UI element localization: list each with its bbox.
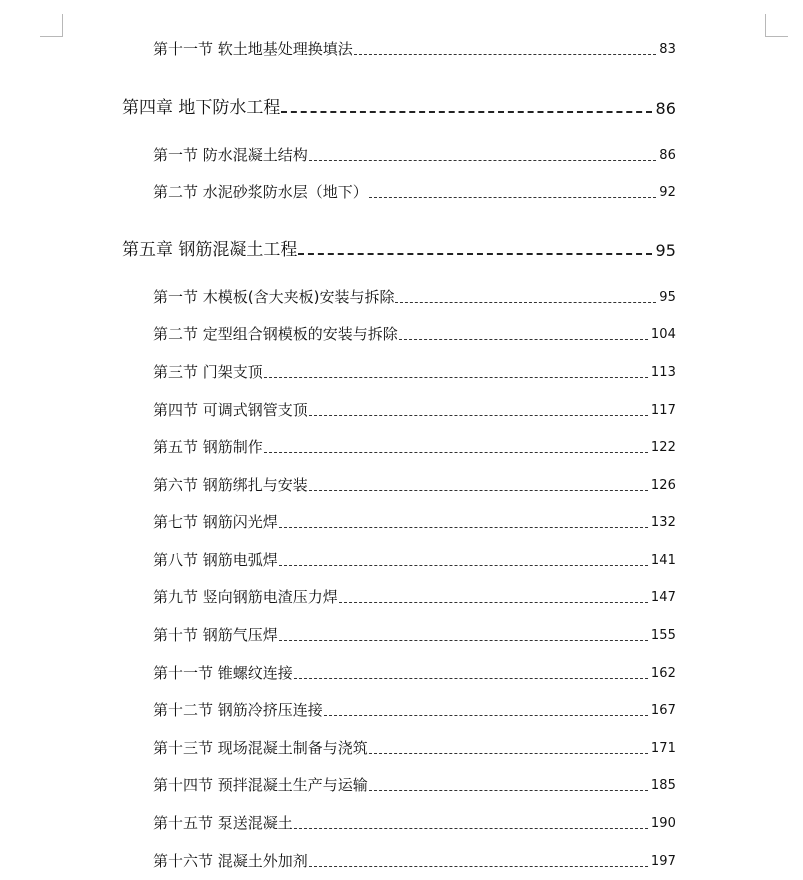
toc-entry-title: 第三节 门架支顶 bbox=[153, 363, 263, 381]
toc-entry-title: 第九节 竖向钢筋电渣压力焊 bbox=[153, 588, 338, 606]
toc-page-number: 155 bbox=[650, 628, 676, 643]
toc-section-row[interactable] bbox=[153, 35, 676, 59]
dotted-leader bbox=[281, 110, 652, 113]
dotted-leader bbox=[309, 159, 656, 161]
toc-page-number: 147 bbox=[650, 590, 676, 605]
dotted-leader bbox=[399, 338, 648, 340]
toc-page-number: 185 bbox=[650, 778, 676, 793]
dotted-leader bbox=[279, 639, 648, 641]
dotted-leader bbox=[298, 252, 652, 255]
toc-entry-title: 第十三节 现场混凝土制备与浇筑 bbox=[153, 739, 368, 757]
dotted-leader bbox=[309, 489, 648, 491]
dotted-leader bbox=[369, 196, 656, 198]
toc-entry-title: 第二节 定型组合钢模板的安装与拆除 bbox=[153, 325, 398, 343]
toc-page-number: 132 bbox=[650, 515, 676, 530]
toc-entry-title: 第一节 防水混凝土结构 bbox=[153, 146, 308, 164]
toc-page-number: 167 bbox=[650, 703, 676, 718]
dotted-leader bbox=[279, 564, 648, 566]
toc-section-row[interactable] bbox=[153, 809, 676, 833]
toc-page-number: 86 bbox=[659, 148, 676, 163]
dotted-leader bbox=[324, 714, 648, 716]
toc-section-row[interactable] bbox=[153, 546, 676, 570]
toc-entry-title: 第十一节 软土地基处理换填法 bbox=[153, 40, 353, 58]
toc-chapter-title: 第五章 钢筋混凝土工程 bbox=[122, 240, 298, 260]
toc-entry-title: 第十一节 锥螺纹连接 bbox=[153, 664, 293, 682]
toc-page-number: 83 bbox=[659, 42, 676, 57]
toc-section-row[interactable] bbox=[153, 358, 676, 382]
toc-page-number: 113 bbox=[650, 365, 676, 380]
toc-section-row[interactable] bbox=[153, 283, 676, 307]
toc-section-row[interactable] bbox=[153, 320, 676, 344]
toc-entry-title: 第十六节 混凝土外加剂 bbox=[153, 852, 308, 870]
toc-chapter-title: 第四章 地下防水工程 bbox=[122, 98, 281, 118]
dotted-leader bbox=[264, 376, 648, 378]
toc-section-row[interactable] bbox=[153, 471, 676, 495]
toc-section-row[interactable] bbox=[153, 433, 676, 457]
toc-chapter-row[interactable] bbox=[122, 234, 676, 262]
toc-page-number: 95 bbox=[659, 290, 676, 305]
dotted-leader bbox=[309, 865, 648, 867]
toc-section-row[interactable] bbox=[153, 771, 676, 795]
toc-section-row[interactable] bbox=[153, 396, 676, 420]
toc-page-number: 162 bbox=[650, 666, 676, 681]
toc-entry-title: 第十二节 钢筋冷挤压连接 bbox=[153, 701, 323, 719]
toc-entry-title: 第一节 木模板(含大夹板)安装与拆除 bbox=[153, 288, 395, 306]
dotted-leader bbox=[264, 451, 648, 453]
dotted-leader bbox=[294, 677, 648, 679]
toc-section-row[interactable] bbox=[153, 659, 676, 683]
toc-chapter-row[interactable] bbox=[122, 92, 676, 120]
toc-entry-title: 第十节 钢筋气压焊 bbox=[153, 626, 278, 644]
toc-section-row[interactable] bbox=[153, 141, 676, 165]
toc-page-number: 117 bbox=[650, 403, 676, 418]
toc-page-number: 126 bbox=[650, 478, 676, 493]
toc-page-number: 95 bbox=[655, 241, 676, 260]
toc-entry-title: 第六节 钢筋绑扎与安装 bbox=[153, 476, 308, 494]
dotted-leader bbox=[395, 301, 656, 303]
toc-page-number: 122 bbox=[650, 440, 676, 455]
toc-page-number: 86 bbox=[655, 99, 676, 118]
dotted-leader bbox=[294, 827, 648, 829]
toc-section-row[interactable] bbox=[153, 508, 676, 532]
toc-entry-title: 第七节 钢筋闪光焊 bbox=[153, 513, 278, 531]
toc-page-number: 197 bbox=[650, 854, 676, 869]
toc-entry-title: 第四节 可调式钢管支顶 bbox=[153, 401, 308, 419]
toc-page-number: 141 bbox=[650, 553, 676, 568]
toc-page-number: 171 bbox=[650, 741, 676, 756]
dotted-leader bbox=[369, 752, 648, 754]
toc-entry-title: 第八节 钢筋电弧焊 bbox=[153, 551, 278, 569]
toc-section-row[interactable] bbox=[153, 734, 676, 758]
toc-entry-title: 第二节 水泥砂浆防水层（地下） bbox=[153, 183, 368, 201]
toc-page-number: 104 bbox=[650, 327, 676, 342]
toc-section-row[interactable] bbox=[153, 696, 676, 720]
toc-page-number: 190 bbox=[650, 816, 676, 831]
toc-section-row[interactable] bbox=[153, 621, 676, 645]
dotted-leader bbox=[309, 414, 648, 416]
dotted-leader bbox=[369, 789, 648, 791]
toc-entry-title: 第十五节 泵送混凝土 bbox=[153, 814, 293, 832]
toc-entry-title: 第十四节 预拌混凝土生产与运输 bbox=[153, 776, 368, 794]
dotted-leader bbox=[339, 601, 648, 603]
toc-entry-title: 第五节 钢筋制作 bbox=[153, 438, 263, 456]
toc-section-row[interactable] bbox=[153, 847, 676, 871]
toc-section-row[interactable] bbox=[153, 178, 676, 202]
dotted-leader bbox=[354, 53, 656, 55]
toc-section-row[interactable] bbox=[153, 583, 676, 607]
toc-page-number: 92 bbox=[659, 185, 676, 200]
dotted-leader bbox=[279, 526, 648, 528]
